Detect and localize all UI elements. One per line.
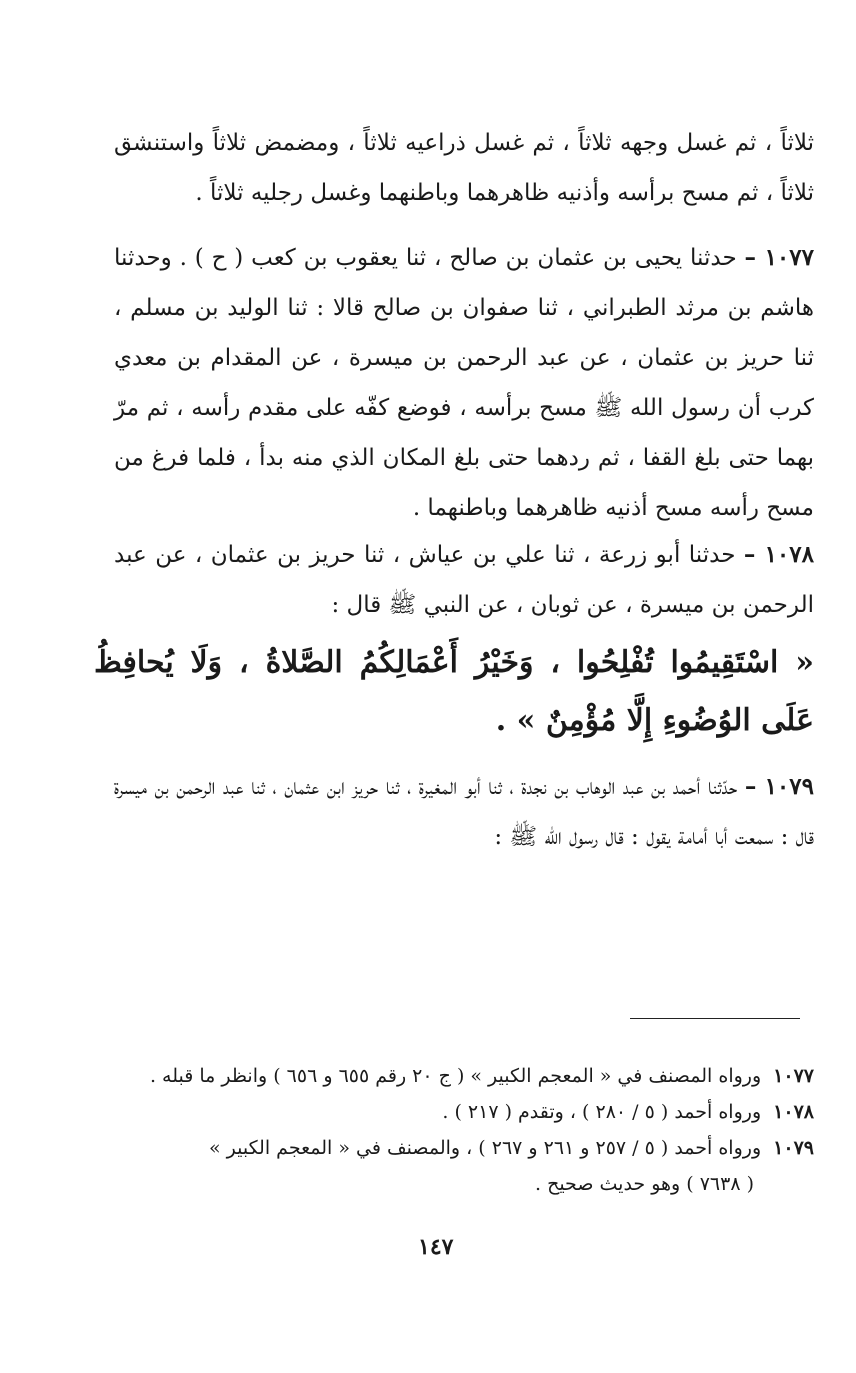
hadith-1078	[114, 530, 814, 630]
footnote-1077	[94, 1058, 814, 1094]
footnote-number: ١٠٧٧	[773, 1065, 814, 1087]
footnote-number: ١٠٧٨	[773, 1101, 814, 1123]
page-number: ١٤٧	[418, 1234, 454, 1260]
footnote-1079	[94, 1130, 814, 1166]
footnote-1078	[94, 1094, 814, 1130]
footnote-text: ورواه أحمد ( ٥ / ٢٨٠ ) ، وتقدم ( ٢١٧ ) .	[442, 1101, 762, 1123]
quote-text: « اسْتَقِيمُوا تُفْلِحُوا ، وَخَيْرُ أَعْمَالِكُمُ الصَّلاةُ ، وَلَا يُحافِظُ عَلَى الوُضُوءِ إِلَّا مُؤْمِنٌ » .	[94, 645, 814, 738]
footnote-text: ورواه المصنف في « المعجم الكبير » ( ج ٢٠ رقم ٦٥٥ و ٦٥٦ ) وانظر ما قبله .	[149, 1065, 762, 1087]
footnotes	[94, 1058, 814, 1202]
hadith-text: حدّثنا أحمد بن عبد الوهاب بن نجدة ، ثنا أبو المغيرة ، ثنا حريز ابن عثمان ، ثنا عبد الرحمن بن ميسرة قال : سمعت أبا أمامة يقول : قال رسول الله ﷺ :	[114, 774, 814, 850]
footnote-number: ١٠٧٩	[773, 1137, 814, 1159]
hadith-number: ١٠٧٨ –	[743, 541, 814, 568]
footnote-separator	[630, 1018, 800, 1019]
prophetic-quote	[94, 634, 814, 750]
hadith-text: حدثنا أبو زرعة ، ثنا علي بن عياش ، ثنا حريز بن عثمان ، عن عبد الرحمن بن ميسرة ، عن ثوبان ، عن النبي ﷺ قال :	[114, 542, 814, 618]
hadith-1079	[114, 762, 814, 862]
paragraph-continuation	[114, 118, 814, 218]
footnote-text: ورواه أحمد ( ٥ / ٢٥٧ و ٢٦١ و ٢٦٧ ) ، والمصنف في « المعجم الكبير »	[208, 1137, 762, 1159]
hadith-number: ١٠٧٧ –	[744, 244, 814, 271]
hadith-number: ١٠٧٩ –	[744, 773, 814, 800]
hadith-1077	[114, 233, 814, 533]
hadith-text: حدثنا يحيى بن عثمان بن صالح ، ثنا يعقوب بن كعب ( ح ) . وحدثنا هاشم بن مرثد الطبراني ، ثنا صفوان بن صالح قالا : ثنا الوليد بن مسلم ، ثنا حريز بن عثمان ، عن عبد الرحمن بن ميسرة ، عن المقدام بن معدي كرب أن رسول الله ﷺ مسح برأسه ، فوضع كفّه على مقدم رأسه ، ثم مرّ بهما حتى بلغ القفا ، ثم ردهما حتى بلغ المكان الذي منه بدأ ، فلما فرغ من مسح رأسه مسح أذنيه ظاهرهما وباطنهما .	[114, 245, 814, 521]
footnote-text: ( ٧٦٣٨ ) وهو حديث صحيح .	[534, 1173, 754, 1195]
paragraph-text: ثلاثاً ، ثم غسل وجهه ثلاثاً ، ثم غسل ذراعيه ثلاثاً ، ومضمض ثلاثاً واستنشق ثلاثاً ، ثم مسح برأسه وأذنيه ظاهرهما وباطنهما وغسل رجليه ثلاثاً .	[114, 130, 814, 206]
footnote-1079-continuation	[94, 1166, 814, 1202]
